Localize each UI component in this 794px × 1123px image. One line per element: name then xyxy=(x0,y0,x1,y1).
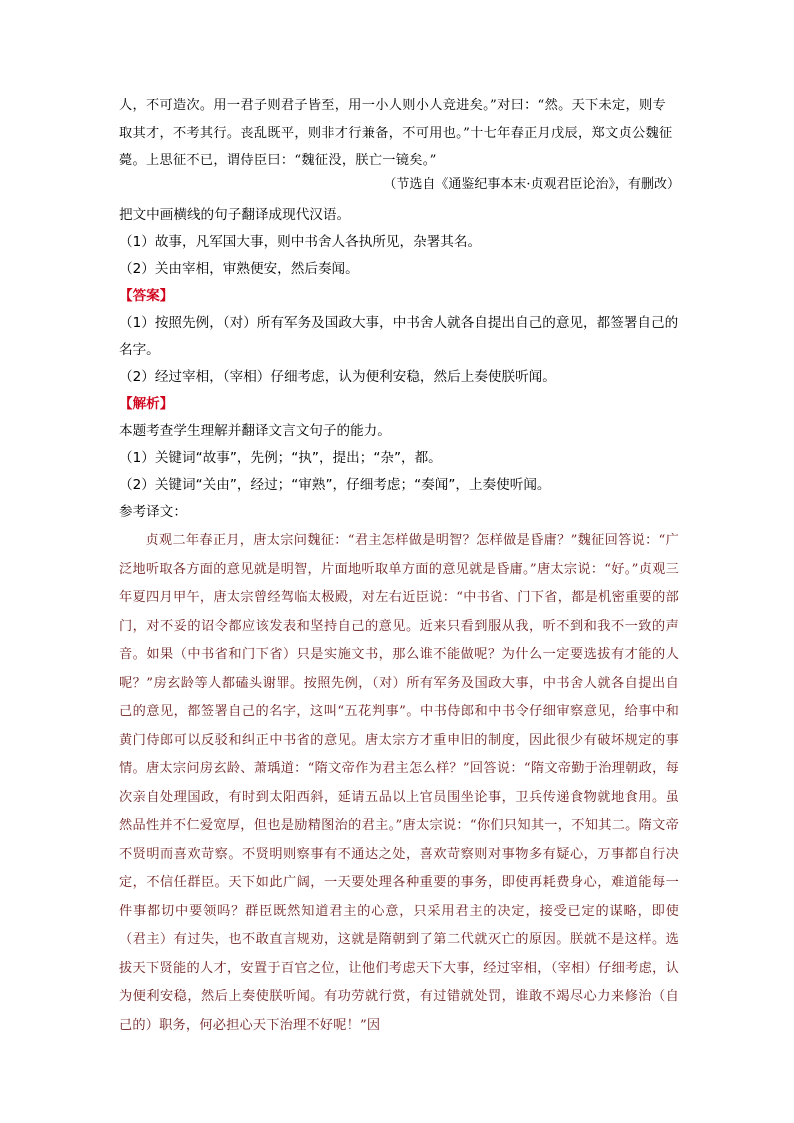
question-prompt: 把文中画横线的句子翻译成现代汉语。 xyxy=(119,207,351,223)
analysis-item-1: （1）关键词“故事”，先例；“执”，提出；“杂”，都。 xyxy=(119,450,442,466)
passage-text: 人，不可造次。用一君子则君子皆至，用一小人则小人竞进矣。”对曰：“然。天下未定，则专取其才，不考其行。丧乱既平，则非才行兼备，不可用也。”十七年春正月戊辰，郑文贞公魏征薨。上思征不已，谓侍臣曰：“魏征没，朕亡一镜矣。” xyxy=(119,98,673,168)
reference-translation xyxy=(119,527,679,1040)
reference-label: 参考译文： xyxy=(119,504,187,520)
analysis-tag: 【解析】 xyxy=(119,396,174,412)
question-answer-section xyxy=(119,202,679,526)
analysis-item-2: （2）关键词“关由”，经过；“审熟”，仔细考虑；“奏闻”，上奏使听闻。 xyxy=(119,477,551,493)
answer-item-1: （1）按照先例，（对）所有军务及国政大事，中书舍人就各自提出自己的意见，都签署自己的名字。 xyxy=(119,315,679,358)
question-item-2: （2）关由宰相，审熟便安，然后奏闻。 xyxy=(119,261,359,277)
reference-translation-text: 贞观二年春正月，唐太宗问魏征：“君主怎样做是明智？怎样做是昏庸？”魏征回答说：“广泛地听取各方面的意见就是明智，片面地听取单方面的意见就是昏庸。”唐太宗说：“好。”贞观三年夏四月甲午，唐太宗曾经驾临太极殿，对左右近臣说：“中书省、门下省，都是机密重要的部门，对不妥的诏令都应该发表和坚持自己的意见。近来只看到服从我，听不到和我不一致的声音。如果（中书省和门下省）只是实施文书，那么谁不能做呢？为什么一定要选拔有才能的人呢？”房玄龄等人都磕头谢罪。按照先例，（对）所有军务及国政大事，中书舍人就各自提出自己的意见，都签署自己的名字，这叫“五花判事”。中书侍郎和中书令仔细审察意见，给事中和黄门侍郎可以反驳和纠正中书省的意见。唐太宗方才重申旧的制度，因此很少有破坏规定的事情。唐太宗问房玄龄、萧瑀道：“隋文帝作为君主怎么样？”回答说：“隋文帝勤于治理朝政，每次亲自处理国政，有时到太阳西斜，延请五品以上官员围坐论事，卫兵传递食物就地食用。虽然品性并不仁爱宽厚，但也是励精图治的君主。”唐太宗说：“你们只知其一，不知其二。隋文帝不贤明而喜欢苛察。不贤明则察事有不通达之处，喜欢苛察则对事物多有疑心，万事都自行决定，不信任群臣。天下如此广阔，一天要处理各种重要的事务，即使再耗费身心，难道能每一件事都切中要领吗？群臣既然知道君主的心意，只采用君主的决定，接受已定的谋略，即使（君主）有过失，也不敢直言规劝，这就是隋朝到了第二代就灭亡的原因。朕就不是这样。选拔天下贤能的人才，安置于百官之位，让他们考虑天下大事，经过宰相，（宰相）仔细考虑，认为便利安稳，然后上奏使朕听闻。有功劳就行赏，有过错就处罚，谁敢不竭尽心力来修治（自己的）职务，何必担心天下治理不好呢！”因 xyxy=(119,533,679,1033)
classical-passage xyxy=(119,92,679,175)
question-item-1: （1）故事，凡军国大事，则中书舍人各执所见，杂署其名。 xyxy=(119,234,482,250)
source-citation: （节选自《通鉴纪事本末·贞观君臣论治》，有删改） xyxy=(383,177,680,192)
answer-tag: 【答案】 xyxy=(119,288,174,304)
analysis-intro: 本题考查学生理解并翻译文言文句子的能力。 xyxy=(119,423,391,439)
answer-item-2: （2）经过宰相，（宰相）仔细考虑，认为便利安稳，然后上奏使朕听闻。 xyxy=(119,369,556,385)
